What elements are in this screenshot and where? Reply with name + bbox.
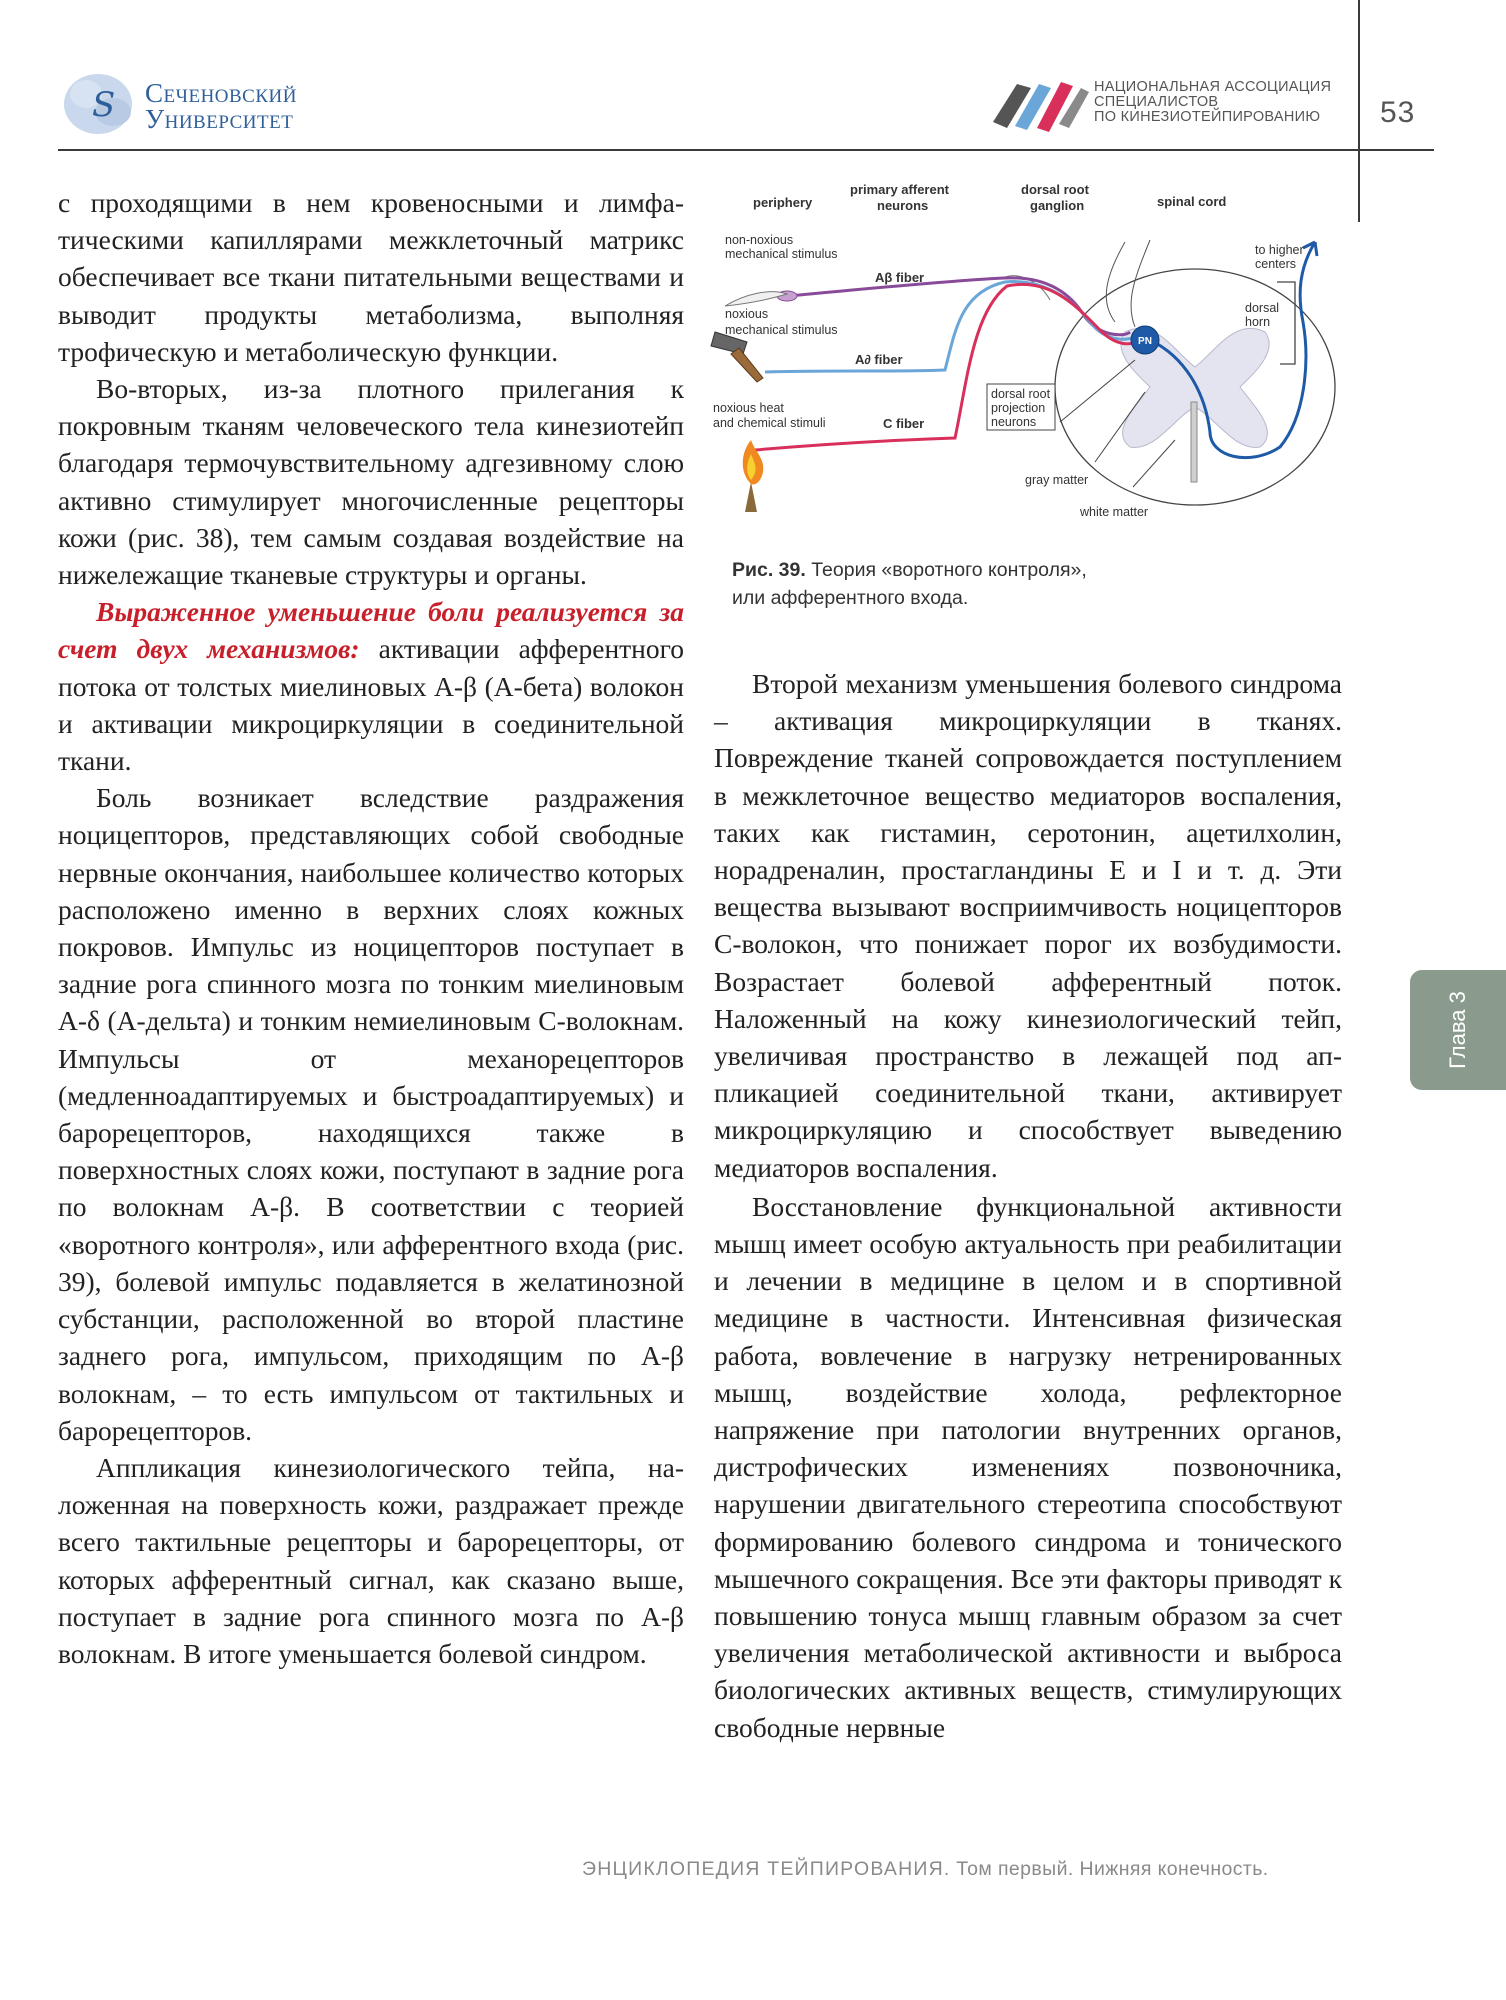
label-gray-matter: gray matter [1025,473,1089,487]
chapter-tab[interactable] [1410,970,1506,1090]
label-noxious-mechanical: mechanical stimulus [725,323,838,337]
caption-label: Рис. 39. [732,559,806,581]
university-logo [58,68,138,138]
header-divider [58,149,1434,151]
label-dorsal-root: dorsal root [1021,182,1089,197]
label-horn: horn [1245,315,1271,329]
label-ganglion: ganglion [1030,198,1085,213]
label-primary-afferent: primary afferent [850,182,949,197]
paragraph: Аппликация кинезиологического тейпа, наложенная на поверхность кожи, раздражает прежде всего тактильные рецепторы и барорецепторы, от которых афферентный сигнал, как сказано выше, поступает в задние рога спинного мозга по А-β волокнам. В итоге уменьшается болевой синдром. [58,1451,684,1669]
right-text-column [714,665,1342,1746]
footer-title: ЭНЦИКЛОПЕДИЯ ТЕЙПИРОВАНИЯ. [582,1858,951,1880]
left-text-column [58,184,684,1672]
figure-caption [732,556,1292,612]
label-centers: centers [1255,257,1296,271]
label-pn: PN [1138,336,1152,347]
caption-text-line1: Теория «воротного контроля», [805,559,1087,581]
label-neurons: neurons [877,198,929,213]
label-dorsal: dorsal [1245,301,1280,315]
label-white-matter: white matter [1080,505,1149,519]
label-non-noxious: non-noxious [725,233,794,247]
paragraph [58,593,684,779]
gate-control-diagram [705,182,1345,552]
feather-icon [725,292,787,306]
label-projection-neurons: neurons [991,415,1037,429]
paragraph-text: активации афферентного потока от толстых миелиновых А-β (А-бета) волокон и активации микроциркуляции в соединительной ткани. [58,633,684,777]
label-mechanical-stimulus: mechanical stimulus [725,247,838,261]
association-line3: ПО КИНЕЗИОТЕЙПИРОВАНИЮ [1094,109,1321,125]
hammer-icon [711,332,763,382]
label-noxious: noxious [725,307,769,321]
university-name [145,80,297,132]
label-a-delta-fiber: A∂ fiber [855,352,903,367]
chapter-tab-label: Глава 3 [1445,991,1470,1069]
label-c-fiber: C fiber [883,416,925,431]
label-noxious-heat: noxious heat [713,401,784,415]
paragraph: Второй механизм уменьшения болевого синдрома – активация микроциркуляции в тканях. Повреждение тканей сопровождается поступлением в межклеточное вещество медиаторов воспаления, таких как гистамин, серотонин, ацетилхолин, норадреналин, простагландины Е и I и т. д. Эти вещества вызывают восприимчивость ноцицепторов С-волокон, что понижает порог их возбудимости. Возрастает болевой афферентный поток. Наложенный на кожу кинезиологический тейп, увеличивая пространство в лежащей под аппликацией соединительной ткани, активирует микроциркуляцию и способствует выведению медиаторов воспаления. [714,668,1342,1183]
association-logo [985,70,1091,140]
paragraph: с проходящими в нем кровеносными и лимфатическими капиллярами межклеточный матрикс обеспечивает все ткани питательными веществами и выводит продукты метаболизма, выполняя трофическую и метаболическую функции. [58,187,684,367]
university-name-line2: Университет [145,104,294,134]
association-line1: НАЦИОНАЛЬНАЯ АССОЦИАЦИЯ [1094,79,1332,95]
university-name-line1: Сеченовский [145,78,297,108]
svg-text:S: S [92,85,116,125]
label-dorsal-root-proj: dorsal root [991,387,1051,401]
label-chemical-stimuli: and chemical stimuli [713,416,826,430]
label-projection: projection [991,401,1046,415]
footer-subtitle: Том первый. Нижняя конечность. [950,1858,1269,1880]
label-periphery: periphery [753,195,813,210]
label-a-beta-fiber: Aβ fiber [875,270,925,285]
page-number: 53 [1380,96,1416,129]
label-to-higher: to higher [1255,243,1304,257]
emphasis-text: Выраженное уменьшение боли реализуется за счет двух механизмов: [58,596,684,665]
paragraph: Во-вторых, из-за плотного прилегания к покровным тканям человеческого тела кинезиотейп благодаря термочувствительному адгезивному слою активно стимулирует многочисленные рецепторы кожи (рис. 38), тем самым создавая воздействие на нижележащие тканевые структуры и органы. [58,373,684,591]
association-name [1094,80,1331,125]
page-number-divider [1358,0,1360,222]
page-footer [582,1858,1269,1881]
caption-text-line2: или афферентного входа. [732,587,969,609]
paragraph: Боль возникает вследствие раздражения ноцицепторов, представляющих собой свободные нервные окончания, наибольшее количество которых расположено именно в верхних слоях кожных покровов. Импульс из ноцицепторов поступает в задние рога спинного мозга по тонким миелиновым А-δ (А-дельта) и тонким немиелиновым С-волокнам. Импульсы от механорецепторов (медленноадаптируемых и быстроадаптируемых) и барорецепторов, находящихся также в поверхностных слоях кожи, поступают в задние рога по волокнам А-β. В соответствии с теорией «воротного контроля», или афферентного входа (рис. 39), болевой импульс подавляется в желатинозной субстанции, расположенной во второй пластине заднего рога, импульсом, приходящим по А-β волокнам, – то есть импульсом от тактильных и барорецепторов. [58,782,684,1446]
paragraph: Восстановление функциональной активности мышц имеет особую актуальность при реабилитации и лечении в медицине в целом и в спортивной медицине в частности. Интенсивная физическая работа, вовлечение в нагрузку нетренированных мышц, воздействие холода, рефлекторное напряжение при патологии внутренних органов, дистрофических изменениях позвоночника, нарушении двигательного стереотипа способствуют формированию болевого синдрома и тонического мышечного сокращения. Все эти факторы приводят к повышению тонуса мышц главным образом за счет увеличения метаболической активности и выброса биологических активных веществ, стимулирующих свободные нервные [714,1190,1342,1743]
label-spinal-cord: spinal cord [1157,194,1227,209]
central-canal [1191,402,1197,482]
association-line2: СПЕЦИАЛИСТОВ [1094,94,1219,110]
